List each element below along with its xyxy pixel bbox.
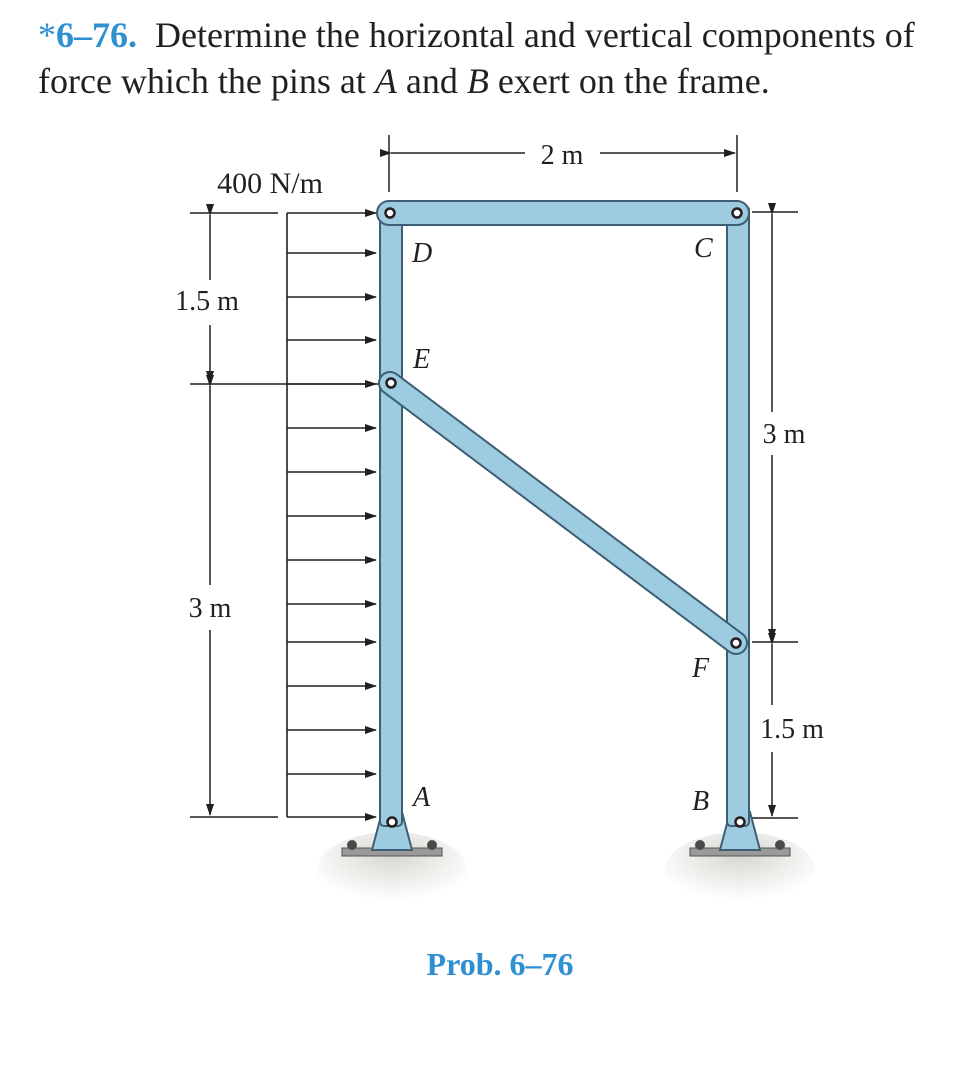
- pin-e: [387, 379, 396, 388]
- frame-members: [377, 201, 749, 826]
- figure-caption: Prob. 6–76: [426, 946, 574, 982]
- problem-star: *: [38, 15, 56, 55]
- dim-right-lower-label: 1.5 m: [760, 714, 824, 745]
- label-e: E: [413, 344, 431, 375]
- column-bc: [727, 206, 749, 826]
- label-b: B: [692, 786, 710, 817]
- problem-text-part1: Determine the horizontal and vertical components of force which the pins at: [38, 15, 915, 101]
- pin-a: [388, 818, 397, 827]
- label-f: F: [692, 653, 710, 684]
- column-ad: [380, 206, 402, 826]
- problem-text-and: and: [405, 61, 458, 101]
- dim-left-lower-label: 3 m: [188, 593, 232, 624]
- pin-f: [732, 639, 741, 648]
- beam-dc: [377, 201, 749, 225]
- brace-ef: [390, 383, 736, 643]
- load-label: 400 N/m: [217, 167, 323, 200]
- dim-left-upper-label: 1.5 m: [175, 286, 239, 317]
- label-d: D: [412, 238, 433, 269]
- distributed-load: [287, 213, 376, 817]
- pin-b-ref: B: [466, 61, 489, 101]
- label-c: C: [694, 233, 713, 264]
- dim-right-upper-label: 3 m: [762, 419, 806, 450]
- problem-text-part2: exert on the frame.: [497, 61, 770, 101]
- pin-c: [733, 209, 742, 218]
- label-a: A: [413, 782, 431, 813]
- pin-a-ref: A: [374, 61, 397, 101]
- problem-number: 6–76.: [56, 15, 137, 55]
- dim-top-label: 2 m: [540, 140, 584, 171]
- pin-d: [386, 209, 395, 218]
- pin-b: [736, 818, 745, 827]
